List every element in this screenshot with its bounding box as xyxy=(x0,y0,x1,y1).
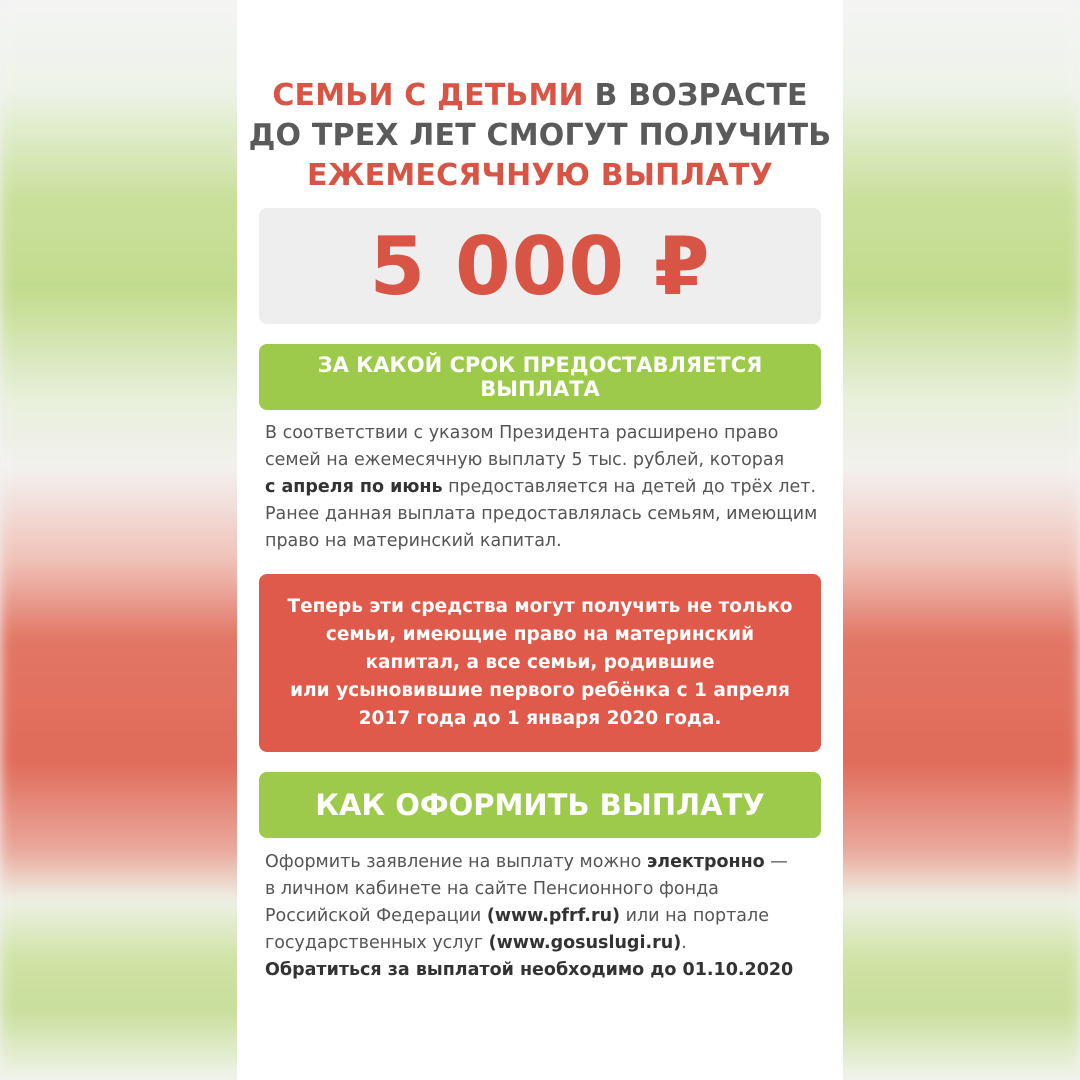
pfrf-link: (www.pfrf.ru) xyxy=(486,906,621,926)
apply-line-4-end: . xyxy=(681,933,687,953)
period-line-4: Ранее данная выплата предоставлялась семьям, имеющим xyxy=(265,504,818,524)
highlight-line-3: капитал, а все семьи, родившие xyxy=(365,652,715,673)
highlight-box xyxy=(259,574,821,752)
apply-line-1-start: Оформить заявление на выплату можно xyxy=(265,852,647,872)
section-title-how-to-apply: КАК ОФОРМИТЬ ВЫПЛАТУ xyxy=(259,772,821,838)
deadline-text: Обратиться за выплатой необходимо до 01.10.2020 xyxy=(265,960,794,980)
highlight-line-4: или усыновившие первого ребёнка с 1 апреля xyxy=(290,680,790,701)
highlight-line-2: семьи, имеющие право на материнский xyxy=(325,624,755,645)
apply-line-2: в личном кабинете на сайте Пенсионного фонда xyxy=(265,879,719,899)
apply-line-4 xyxy=(265,930,821,957)
headline-line-1 xyxy=(237,76,843,116)
how-to-apply-paragraph xyxy=(265,849,821,984)
apply-line-3 xyxy=(265,903,821,930)
period-bold-months: с апреля по июнь xyxy=(265,477,443,497)
headline-line-3: ЕЖЕМЕСЯЧНУЮ ВЫПЛАТУ xyxy=(307,158,773,193)
apply-line-3-start: Российской Федерации xyxy=(265,906,487,926)
period-line-5: право на материнский капитал. xyxy=(265,531,562,551)
apply-line-1-end: — xyxy=(764,852,788,872)
period-line-3-rest: предоставляется на детей до трёх лет. xyxy=(442,477,817,497)
highlight-text xyxy=(270,593,810,733)
infographic-card xyxy=(237,0,843,1080)
section-title-period: ЗА КАКОЙ СРОК ПРЕДОСТАВЛЯЕТСЯ ВЫПЛАТА xyxy=(259,344,821,410)
amount-panel xyxy=(259,208,821,324)
period-line-1: В соответствии с указом Президента расширено право xyxy=(265,423,779,443)
headline xyxy=(237,76,843,196)
apply-bold-electronic: электронно xyxy=(646,852,765,872)
headline-red-part: СЕМЬИ С ДЕТЬМИ xyxy=(272,78,584,113)
period-line-3 xyxy=(265,474,821,501)
apply-deadline xyxy=(265,957,821,984)
headline-rest: В ВОЗРАСТЕ xyxy=(583,78,808,113)
gosuslugi-link: (www.gosuslugi.ru) xyxy=(488,933,682,953)
highlight-line-5: 2017 года до 1 января 2020 года. xyxy=(358,708,722,729)
highlight-line-1: Теперь эти средства могут получить не только xyxy=(287,596,793,617)
apply-line-3-end: или на портале xyxy=(620,906,769,926)
headline-line-2: ДО ТРЕХ ЛЕТ СМОГУТ ПОЛУЧИТЬ xyxy=(248,118,832,153)
period-line-2: семей на ежемесячную выплату 5 тыс. рублей, которая xyxy=(265,450,785,470)
payment-amount: 5 000 ₽ xyxy=(369,219,711,313)
apply-line-4-start: государственных услуг xyxy=(265,933,489,953)
apply-line-1 xyxy=(265,849,821,876)
period-paragraph xyxy=(265,420,821,555)
